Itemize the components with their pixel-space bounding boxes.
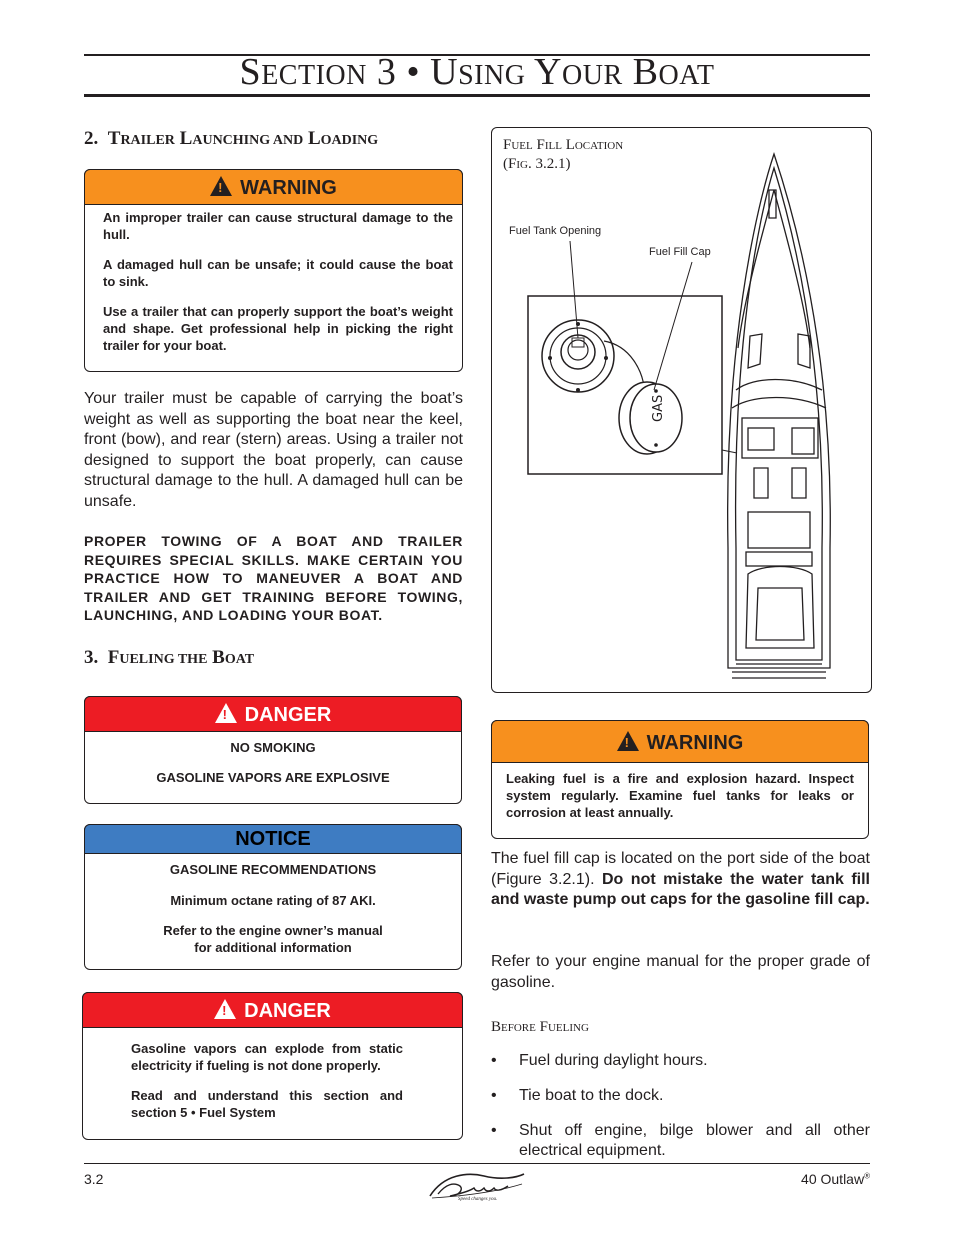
- fuel-leak-warning-box: [491, 720, 869, 839]
- no-smoking-danger-box: [84, 696, 462, 804]
- warning-triangle-icon-2: !: [617, 731, 639, 751]
- warning-label: WARNING: [240, 177, 337, 199]
- label-fuel-tank-opening: Fuel Tank Opening: [509, 225, 602, 237]
- danger-triangle-icon-2: !: [214, 999, 236, 1019]
- danger-label-2: DANGER: [244, 1000, 331, 1022]
- section-2-heading: 2. TRAILER LAUNCHING AND LOADING: [84, 128, 379, 149]
- bullet-dot: •: [491, 1087, 497, 1104]
- danger-vapors-explosive: GASOLINE VAPORS ARE EXPLOSIVE: [156, 770, 390, 785]
- fuel-tank-opening-icon: [542, 320, 614, 392]
- notice-header: [84, 824, 462, 854]
- danger-header-2: [82, 992, 463, 1028]
- before-fueling-heading: BEFORE FUELING: [491, 1019, 589, 1035]
- bullet-item: • Tie boat to the dock.: [491, 1087, 664, 1104]
- warning-triangle-icon: !: [210, 176, 232, 196]
- page-title: SECTION 3 • USING YOUR BOAT: [239, 51, 715, 93]
- model-name: 40 Outlaw®: [801, 1171, 870, 1187]
- engine-manual-text: Refer to your engine manual for the proper grade of gasoline.: [491, 953, 870, 991]
- warning-text-2: A damaged hull can be unsafe; it could cause the boat to sink.: [103, 257, 453, 289]
- danger-read-section: Read and understand this section and section 5 • Fuel System: [131, 1088, 403, 1120]
- bullet-dot: •: [491, 1052, 497, 1069]
- warning-text-3: Use a trailer that can properly support the boat’s weight and shape. Get professional help in picking the right trailer for your boat.: [103, 304, 453, 353]
- figure-caption: FUEL FILL LOCATION (FIG. 3.2.1): [503, 137, 624, 172]
- notice-manual-line2: for additional information: [194, 940, 352, 955]
- bullet-dot: •: [491, 1122, 497, 1139]
- trailer-body-text: Your trailer must be capable of carrying the boat’s weight as well as supporting the boat near the keel, front (bow), and rear (stern) areas. Using a trailer not designed to support the boat properly, can cause structural damage to the hull. A damaged hull can be unsafe.: [84, 390, 463, 510]
- boat-top-view: [728, 154, 831, 678]
- notice-recommendations: GASOLINE RECOMMENDATIONS: [169, 862, 377, 877]
- static-electricity-danger-box: [82, 992, 463, 1140]
- boat-diagram: [492, 128, 870, 691]
- notice-octane: Minimum octane rating of 87 AKI.: [170, 893, 376, 908]
- svg-text:GAS: GAS: [651, 394, 666, 422]
- fuel-fill-cap-icon: [619, 382, 682, 454]
- warning-label-2: WARNING: [646, 732, 744, 754]
- leader-boat: [722, 450, 737, 453]
- logo-tagline: Speed changes you.: [458, 1197, 498, 1202]
- fuel-cap-location-text: The fuel fill cap is located on the port side of the boat (Figure 3.2.1). Do not mistake the water tank fill and waste pump out caps for the gasoline fill cap.: [491, 850, 871, 908]
- towing-caps-text: PROPER TOWING OF A BOAT AND TRAILER REQUIRES SPECIAL SKILLS. MAKE CERTAIN YOU PRACTICE HOW TO MANEUVER A BOAT AND TRAILER AND GET TRAINING BEFORE TOWING, LAUNCHING, AND LOADING YOUR BOAT.: [84, 533, 463, 623]
- notice-manual-line1: Refer to the engine owner’s manual: [163, 923, 383, 938]
- danger-static-text: Gasoline vapors can explode from static electricity if fueling is not done properly.: [131, 1041, 403, 1073]
- danger-triangle-icon: !: [215, 703, 237, 723]
- trailer-warning-box: [84, 169, 463, 372]
- fuel-leak-warning-text: Leaking fuel is a fire and explosion hazard. Inspect system regularly. Examine fuel tanks for leaks or corrosion at least annually.: [506, 771, 854, 820]
- title-rule-bottom: [84, 94, 870, 97]
- warning-text-1: An improper trailer can cause structural damage to the hull.: [103, 210, 453, 242]
- label-fuel-fill-cap: Fuel Fill Cap: [649, 246, 711, 258]
- danger-no-smoking: NO SMOKING: [230, 740, 316, 755]
- danger-label: DANGER: [244, 704, 332, 726]
- baja-logo: [424, 1170, 530, 1206]
- page-number: 3.2: [84, 1171, 104, 1187]
- warning-header: [84, 169, 463, 205]
- leader-fill-cap: [654, 262, 692, 390]
- fuel-fill-figure: [491, 127, 872, 693]
- warning-header-2: [491, 720, 869, 763]
- section-3-heading: 3. FUELING THE BOAT: [84, 647, 255, 668]
- footer-rule: [84, 1163, 870, 1164]
- bullet-item: • Shut off engine, bilge blower and all other electrical equipment.: [491, 1122, 870, 1159]
- notice-label: NOTICE: [235, 828, 311, 850]
- gasoline-notice-box: [84, 824, 462, 970]
- danger-header: [84, 696, 462, 732]
- bullet-item: • Fuel during daylight hours.: [491, 1052, 708, 1069]
